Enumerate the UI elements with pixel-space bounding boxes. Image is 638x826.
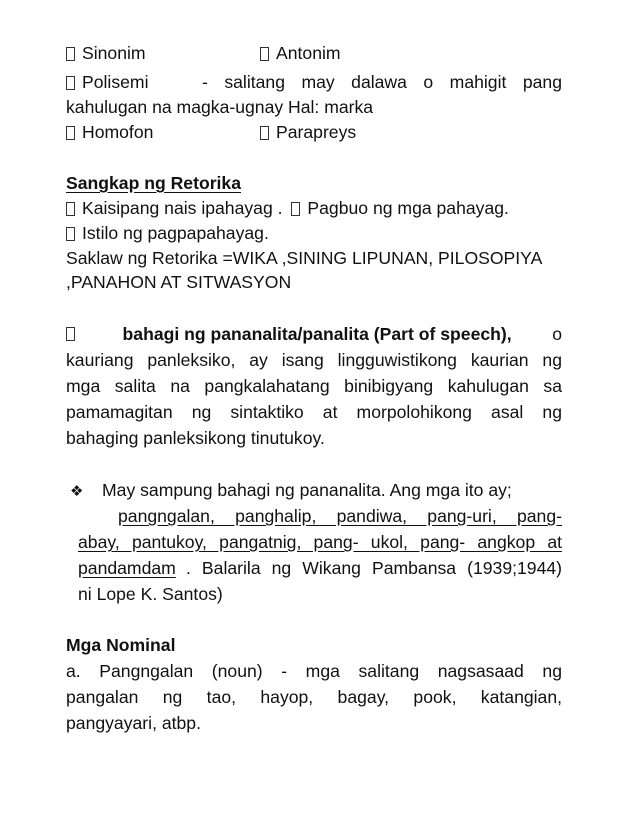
sampung-line-3: abay, pantukoy, pangatnig, pang- ukol, pang- angkop at	[78, 532, 562, 552]
nominal-line-1: a. Pangngalan (noun) - mga salitang nagsasaad ng	[66, 661, 562, 681]
pandamdam-term: pandamdam	[78, 558, 176, 578]
balarila-text: . Balarila ng Wikang Pambansa (1939;1944)	[186, 558, 562, 578]
retorika-item-3-row	[66, 221, 562, 245]
term-antonim: Antonim	[276, 43, 341, 63]
retorika-item-1: Kaisipang nais ipahayag .	[82, 198, 283, 218]
sampung-line-4	[78, 556, 562, 580]
retorika-heading: Sangkap ng Retorika	[66, 173, 242, 193]
bahagi-line-2: kauriang panleksiko, ay isang lingguwistikong kaurian ng	[66, 350, 562, 370]
saklaw-line-2: ,PANAHON AT SITWASYON	[66, 272, 292, 292]
term-sinonim: Sinonim	[82, 43, 146, 63]
bahagi-line-1	[66, 322, 562, 346]
bahagi-line-5: bahaging panleksikong tinutukoy.	[66, 428, 325, 448]
missing-glyph-icon	[66, 76, 75, 90]
term-row-2	[66, 70, 562, 94]
term-polisemi: Polisemi	[82, 72, 149, 92]
missing-glyph-icon	[66, 227, 75, 241]
retorika-items-row	[66, 196, 562, 220]
diamond-bullet-icon: ❖	[70, 483, 84, 500]
missing-glyph-icon	[291, 202, 300, 216]
term-row-3	[66, 120, 562, 144]
term-row-1	[66, 41, 562, 65]
retorika-item-2: Pagbuo ng mga pahayag.	[307, 198, 509, 218]
polisemi-definition: - salitang may dalawa o mahigit pang	[202, 72, 562, 92]
bahagi-line-3: mga salita na pangkalahatang binibigyang kahulugan sa	[66, 376, 562, 396]
retorika-item-3: Istilo ng pagpapahayag.	[82, 223, 269, 243]
sampung-text-1: May sampung bahagi ng pananalita. Ang mga ito ay;	[102, 480, 512, 500]
missing-glyph-icon	[66, 126, 75, 140]
bahagi-line-1-rest: o	[552, 324, 562, 344]
bahagi-bold-term: bahagi ng pananalita/panalita (Part of speech),	[122, 324, 512, 344]
sampung-line-2: pangngalan, panghalip, pandiwa, pang-uri, pang-	[118, 506, 562, 526]
missing-glyph-icon	[66, 327, 75, 341]
missing-glyph-icon	[66, 47, 75, 61]
missing-glyph-icon	[66, 202, 75, 216]
term-parapreys: Parapreys	[276, 122, 357, 142]
nominal-line-2: pangalan ng tao, hayop, bagay, pook, katangian,	[66, 687, 562, 707]
polisemi-definition-cont: kahulugan na magka-ugnay Hal: marka	[66, 97, 374, 117]
sampung-line-1	[70, 478, 566, 504]
nominal-line-3: pangyayari, atbp.	[66, 713, 201, 733]
saklaw-line-1: Saklaw ng Retorika =WIKA ,SINING LIPUNAN, PILOSOPIYA	[66, 248, 543, 268]
bahagi-line-4: pamamagitan ng sintaktiko at morpolohikong asal ng	[66, 402, 562, 422]
missing-glyph-icon	[260, 47, 269, 61]
nominal-heading: Mga Nominal	[66, 635, 176, 655]
sampung-line-5: ni Lope K. Santos)	[78, 584, 223, 604]
term-homofon: Homofon	[82, 122, 154, 142]
missing-glyph-icon	[260, 126, 269, 140]
